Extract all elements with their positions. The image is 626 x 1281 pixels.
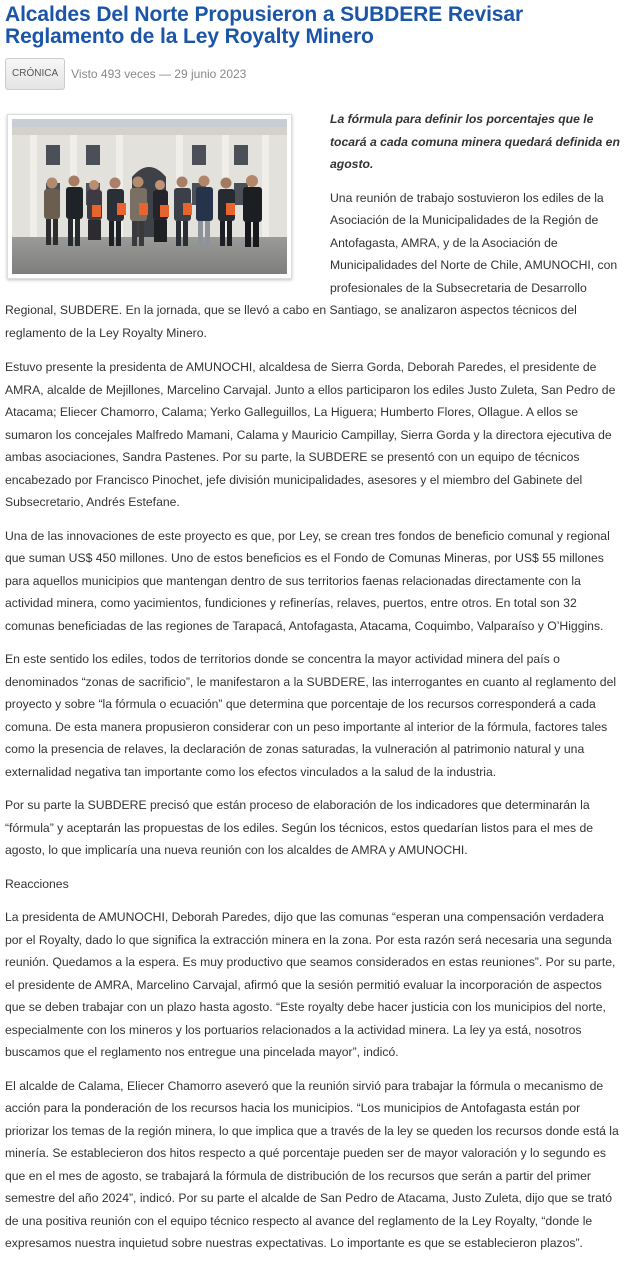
group-photo-image — [12, 119, 287, 274]
paragraph-1: Una reunión de trabajo sostuvieron los ediles de la Asociación de la Municipalidades de la Región de Antofagasta, AMRA, y de la Asociación de Municipalidades del Norte de Chile, AMUNOCHI, con profesionales de la Subsecretaria de Desarrollo Regional, SUBDERE. En la jornada, que se llevó a cabo en Santiago, se analizaron aspectos técnicos del reglamento de la Ley Royalty Minero. — [5, 190, 618, 340]
article-photo[interactable] — [7, 114, 292, 279]
paragraph-7: El alcalde de Calama, Eliecer Chamorro aseveró que la reunión sirvió para trabajar la fórmula o mecanismo de acción para la ponderación de los recursos hacia los municipios. “Los municipios de Antofagasta están por priorizar los temas de la región minera, lo que implica que a través de la ley se queden los recursos donde está la minería. Se establecieron dos hitos respecto a qué porcentaje pueden ser de mayor valoración y lo segundo es que en el mes de agosto, se trabajará la fórmula de distribución de los recursos que serán a partir del primer semestre del año 2024”, indicó. Por su parte el alcalde de San Pedro de Atacama, Justo Zuleta, dijo que se trató de una positiva reunión con el equipo técnico respecto al avance del reglamento de la Ley Royalty, “donde le expresamos nuestra inquietud sobre nuestras expectativas. Lo importante es que se establecieron plazos”. — [5, 1078, 619, 1250]
category-button[interactable]: CRÓNICA — [5, 58, 65, 90]
paragraph-4: En este sentido los ediles, todos de territorios donde se concentra la mayor actividad minera del país o denominados “zonas de sacrificio”, le manifestaron a la SUBDERE, las interrogantes en cuanto al reglamento del proyecto y sobre “la fórmula o ecuación” que determina que porcentaje de los recursos corresponderá a cada comuna. De esta manera propusieron considerar con un peso importante al interior de la fórmula, factores tales como la presencia de relaves, la declaración de zonas saturadas, la vulneración al patrimonio natural y una externalidad negativa tan importante como los efectos vinculados a la salud de la industria. — [5, 652, 617, 779]
article-lead: La fórmula para definir los porcentajes que le tocará a cada comuna minera quedará definida en agosto. — [330, 112, 620, 171]
article-body — [5, 108, 621, 1255]
article-title: Alcaldes Del Norte Propusieron a SUBDERE Revisar Reglamento de la Ley Royalty Minero — [5, 3, 524, 48]
article-meta — [5, 58, 621, 90]
paragraph-2: Estuvo presente la presidenta de AMUNOCHI, alcaldesa de Sierra Gorda, Deborah Paredes, el presidente de AMRA, alcalde de Mejillones, Marcelino Carvajal. Junto a ellos participaron los ediles Justo Zuleta, San Pedro de Atacama; Eliecer Chamorro, Calama; Yerko Galleguillos, La Higuera; Humberto Flores, Ollague. A ellos se sumaron los concejales Malfredo Mamani, Calama y Mauricio Campillay, Sierra Gorda y la directora ejecutiva de ambas asociaciones, Sandra Pastenes. Por su parte, la SUBDERE se presentó con un equipo de técnicos encabezado por Francisco Pinochet, jefe división municipalidades, asesores y el miembro del Gabinete del Subsecretario, Andrés Estefane. — [5, 360, 616, 509]
paragraph-6: La presidenta de AMUNOCHI, Deborah Paredes, dijo que las comunas “esperan una compensación verdadera por el Royalty, dado lo que significa la extracción minera en la zona. Por esta razón será necesaria una segunda reunión. Quedamos a la espera. Es muy productivo que seamos considerados en estas reuniones”. Por su parte, el presidente de AMRA, Marcelino Carvajal, afirmó que la sesión permitió evaluar la incorporación de aspectos que se deben trabajar con un plazo hasta agosto. “Este royalty debe hacer justicia con los municipios del norte, especialmente con los mineros y los portuarios relacionados a la actividad minera. La ley ya está, nosotros buscamos que el reglamento nos entregue una pincelada mayor”, indicó. — [5, 910, 616, 1059]
article — [0, 4, 626, 1255]
paragraph-5: Por su parte la SUBDERE precisó que están proceso de elaboración de los indicadores que determinarán la “fórmula” y aceptarán las propuestas de los ediles. Según los técnicos, estos quedarían listos para el mes de agosto, lo que implicaría una nueva reunión con los alcaldes de AMRA y AMUNOCHI. — [5, 798, 594, 857]
paragraph-3: Una de las innovaciones de este proyecto es que, por Ley, se crean tres fondos de beneficio comunal y regional que suman US$ 450 millones. Uno de estos beneficios es el Fondo de Comunas Mineras, por US$ 55 millones para aquellos municipios que mantengan dentro de sus territorios faenas relacionadas directamente con la actividad minera, como yacimientos, fundiciones y refinerías, relaves, puertos, entre otros. En total son 32 comunas beneficiadas de las regiones de Tarapacá, Antofagasta, Atacama, Coquimbo, Valparaíso y O’Higgins. — [5, 528, 610, 633]
section-heading-reacciones: Reacciones — [5, 876, 69, 891]
views-date-text: Visto 493 veces — 29 junio 2023 — [71, 67, 247, 81]
